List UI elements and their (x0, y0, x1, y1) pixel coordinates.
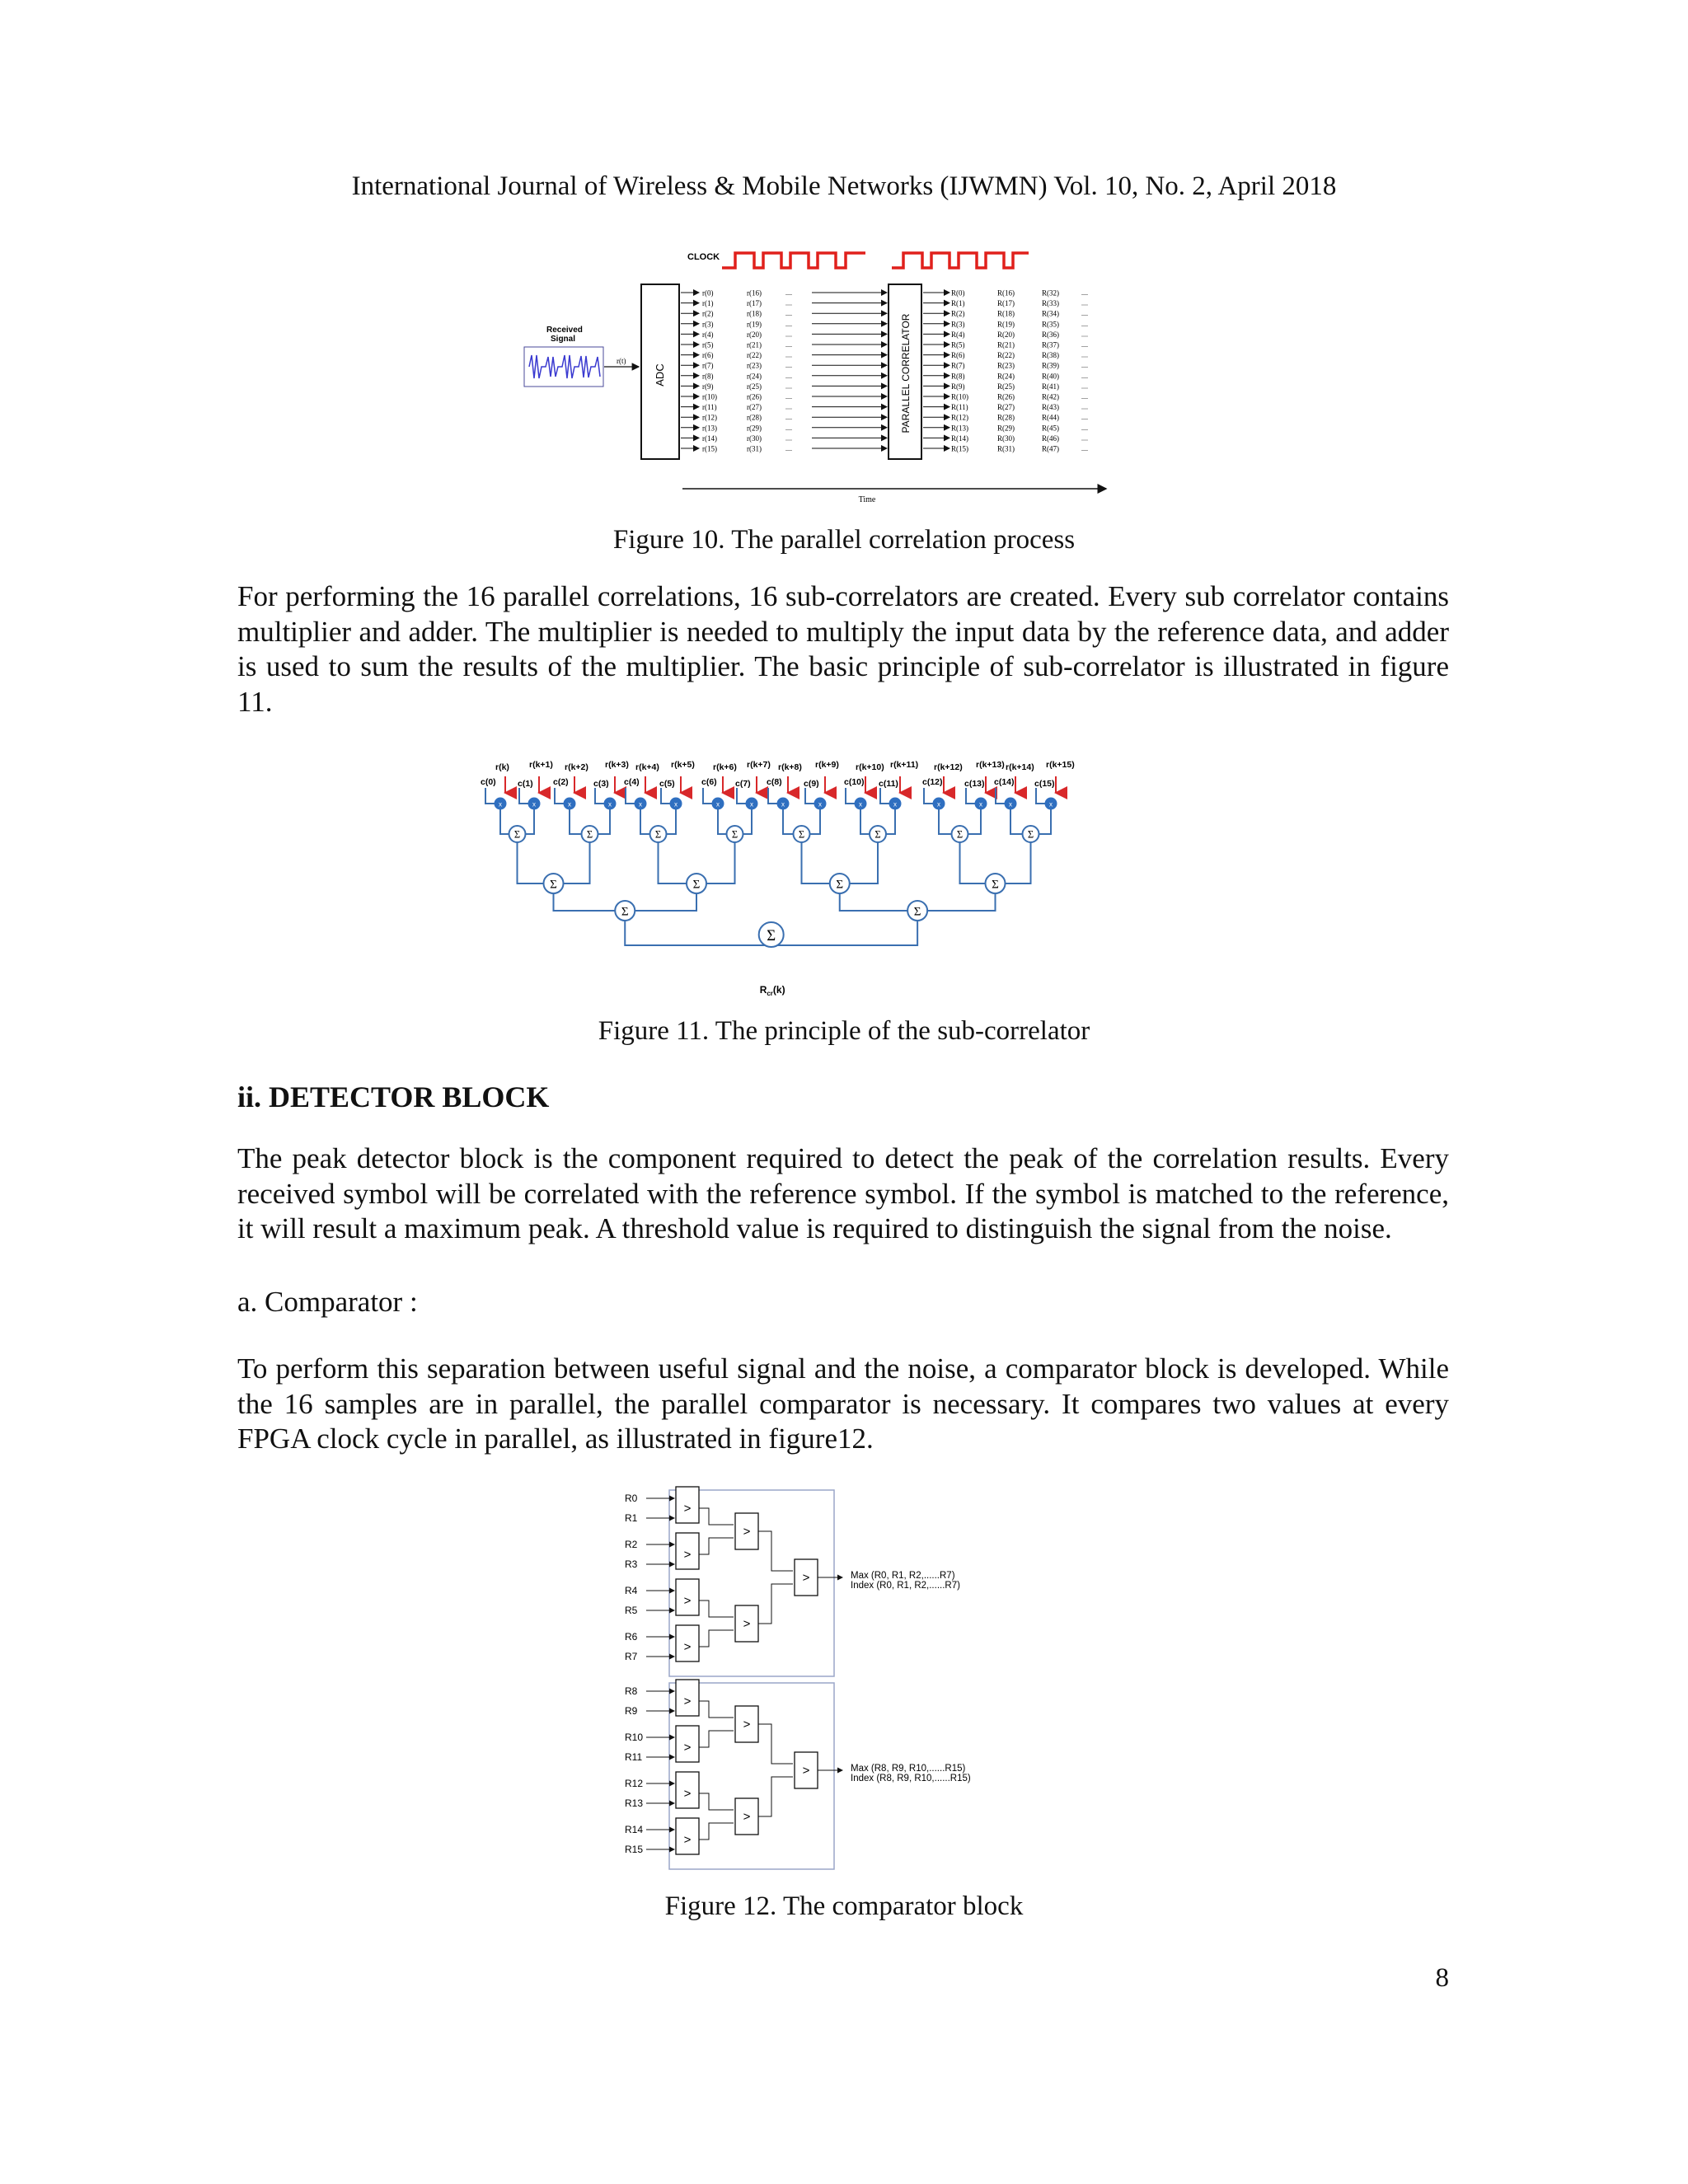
comparator-input-label: R12 (625, 1778, 644, 1789)
figure-11-caption: Figure 11. The principle of the sub-correlator (598, 1016, 1090, 1046)
r-sample-label: r(28) (747, 413, 762, 422)
output-label: $R_{cr}(k)$ (759, 984, 785, 997)
r-sample-label: r(2) (702, 309, 714, 318)
r-sample-label: r(15) (702, 444, 717, 453)
ellipsis: .... (785, 310, 792, 318)
svg-text:Σ: Σ (874, 828, 881, 841)
comparator-input-label: R15 (625, 1844, 644, 1855)
svg-text:>: > (683, 1594, 692, 1608)
R-result-label: R(28) (997, 413, 1015, 422)
r-sample-label: r(25) (747, 382, 762, 391)
c-coeff-label: c(3) (593, 779, 609, 789)
svg-text:>: > (683, 1502, 692, 1516)
R-result-label: R(13) (951, 424, 968, 433)
r-sample-label: r(18) (747, 309, 762, 318)
max-output-label: Max (R8, R9, R10,......R15) (851, 1764, 966, 1774)
r-sample-label: r(0) (702, 288, 714, 298)
svg-text:Σ: Σ (621, 905, 629, 919)
r-input-label: r(k+9) (815, 760, 839, 770)
r-sample-label: r(30) (747, 434, 762, 443)
comparator-input-label: R7 (625, 1651, 638, 1662)
r-input-label: r(k) (495, 762, 509, 772)
svg-text:x: x (750, 800, 753, 808)
svg-text:x: x (937, 800, 940, 808)
ellipsis: .... (785, 434, 792, 443)
ellipsis: .... (785, 299, 792, 307)
c-coeff-label: c(2) (553, 777, 569, 787)
R-result-label: R(29) (997, 424, 1015, 433)
R-result-label: R(33) (1042, 299, 1059, 308)
comparator-input-label: R14 (625, 1824, 644, 1835)
r-sample-label: r(21) (747, 340, 762, 349)
ellipsis: .... (1081, 393, 1088, 401)
c-coeff-label: c(7) (735, 779, 751, 789)
R-result-label: R(22) (997, 351, 1015, 360)
R-result-label: R(19) (997, 320, 1015, 329)
R-result-label: R(43) (1042, 403, 1059, 412)
comparator-input-label: R6 (625, 1631, 638, 1643)
svg-text:x: x (674, 800, 678, 808)
R-result-label: R(37) (1042, 340, 1059, 349)
svg-text:>: > (683, 1548, 692, 1562)
ellipsis: .... (1081, 382, 1088, 391)
svg-text:>: > (743, 1810, 751, 1824)
c-coeff-label: c(4) (624, 777, 640, 787)
R-result-label: R(15) (951, 444, 968, 453)
R-result-label: R(2) (951, 309, 965, 318)
R-result-label: R(0) (951, 288, 965, 298)
r-input-label: r(k+8) (778, 762, 802, 772)
figure-10-parallel-correlation (519, 243, 1129, 507)
r-input-label: r(k+7) (747, 760, 771, 770)
paragraph-comparator: To perform this separation between useful signal and the noise, a comparator block is developed. While the 16 samples are in parallel, the parallel comparator is necessary. It compares two values at every FPGA clock cycle in parallel, as illustrated in figure12. (237, 1352, 1449, 1455)
R-result-label: R(45) (1042, 424, 1059, 433)
r-sample-label: r(8) (702, 372, 714, 381)
ellipsis: .... (1081, 362, 1088, 370)
ellipsis: .... (785, 341, 792, 349)
svg-text:Σ: Σ (836, 878, 844, 892)
svg-text:x: x (639, 800, 642, 808)
c-coeff-label: c(0) (481, 777, 496, 787)
r-sample-label: r(14) (702, 434, 717, 443)
svg-text:>: > (802, 1764, 810, 1778)
c-coeff-label: c(12) (922, 777, 943, 787)
svg-text:PARALLEL CORRELATOR: PARALLEL CORRELATOR (900, 313, 912, 434)
svg-text:Σ: Σ (692, 878, 701, 892)
svg-text:>: > (683, 1787, 692, 1801)
R-result-label: R(16) (997, 288, 1015, 298)
comparator-input-label: R1 (625, 1512, 638, 1524)
ellipsis: .... (1081, 320, 1088, 328)
r-input-label: r(k+6) (713, 762, 737, 772)
svg-text:Σ: Σ (767, 926, 776, 944)
R-result-label: R(5) (951, 340, 965, 349)
figure-12-comparator-block (610, 1483, 1071, 1887)
r-input-label: r(k+12) (934, 762, 963, 772)
R-result-label: R(31) (997, 444, 1015, 453)
r-sample-label: r(20) (747, 330, 762, 339)
svg-text:Signal: Signal (551, 335, 576, 344)
svg-text:Σ: Σ (956, 828, 964, 841)
comparator-input-label: R13 (625, 1797, 644, 1809)
c-coeff-label: c(6) (701, 777, 717, 787)
ellipsis: .... (1081, 289, 1088, 297)
ellipsis: .... (785, 424, 792, 432)
R-result-label: R(35) (1042, 320, 1059, 329)
r-sample-label: r(9) (702, 382, 714, 391)
svg-text:>: > (683, 1694, 692, 1708)
R-result-label: R(26) (997, 392, 1015, 401)
comparator-input-label: R9 (625, 1705, 638, 1717)
c-coeff-label: c(5) (659, 779, 675, 789)
svg-text:>: > (683, 1741, 692, 1755)
ellipsis: .... (1081, 403, 1088, 411)
r-sample-label: r(29) (747, 424, 762, 433)
R-result-label: R(40) (1042, 372, 1059, 381)
R-result-label: R(46) (1042, 434, 1059, 443)
r-input-label: r(k+10) (856, 762, 884, 772)
c-coeff-label: c(10) (844, 777, 865, 787)
c-coeff-label: c(1) (518, 779, 533, 789)
ellipsis: .... (1081, 310, 1088, 318)
R-result-label: R(38) (1042, 351, 1059, 360)
r-sample-label: r(7) (702, 361, 714, 370)
svg-text:x: x (859, 800, 862, 808)
comparator-input-label: R2 (625, 1539, 638, 1550)
index-output-label: Index (R0, R1, R2,......R7) (851, 1581, 960, 1591)
c-coeff-label: c(15) (1034, 779, 1055, 789)
r-sample-label: r(12) (702, 413, 717, 422)
r-sample-label: r(19) (747, 320, 762, 329)
time-label: Time (858, 495, 876, 504)
r-input-label: r(k+2) (565, 762, 588, 772)
R-result-label: R(44) (1042, 413, 1059, 422)
ellipsis: .... (1081, 330, 1088, 339)
r-sample-label: r(24) (747, 372, 762, 381)
sample-rows (681, 289, 1088, 453)
figure-11-sub-correlator (462, 752, 1203, 999)
R-result-label: R(47) (1042, 444, 1059, 453)
svg-text:Σ: Σ (913, 905, 921, 919)
clock-waveform-2 (892, 253, 1029, 268)
index-output-label: Index (R8, R9, R10,......R15) (851, 1774, 971, 1783)
page-number: 8 (1435, 1963, 1449, 1993)
svg-text:x: x (818, 800, 822, 808)
R-result-label: R(20) (997, 330, 1015, 339)
ellipsis: .... (1081, 299, 1088, 307)
svg-text:x: x (716, 800, 720, 808)
svg-text:x: x (608, 800, 612, 808)
comparator-input-label: R4 (625, 1585, 638, 1596)
svg-text:x: x (893, 800, 897, 808)
ellipsis: .... (1081, 351, 1088, 359)
comparator-input-label: R5 (625, 1605, 638, 1616)
R-result-label: R(21) (997, 340, 1015, 349)
svg-text:>: > (743, 1525, 751, 1539)
svg-text:>: > (683, 1833, 692, 1847)
r-sample-label: r(1) (702, 299, 714, 308)
R-result-label: R(17) (997, 299, 1015, 308)
svg-text:Σ: Σ (1027, 828, 1034, 841)
R-result-label: R(10) (951, 392, 968, 401)
R-result-label: R(23) (997, 361, 1015, 370)
r-sample-label: r(31) (747, 444, 762, 453)
R-result-label: R(30) (997, 434, 1015, 443)
svg-text:Σ: Σ (731, 828, 738, 841)
svg-text:>: > (683, 1640, 692, 1654)
parallel-correlator-block (889, 284, 921, 459)
r-sample-label: r(16) (747, 288, 762, 298)
comparator-input-label: R3 (625, 1558, 638, 1570)
svg-text:Σ: Σ (798, 828, 805, 841)
ellipsis: .... (785, 372, 792, 380)
ellipsis: .... (1081, 434, 1088, 443)
clock-label: CLOCK (687, 252, 720, 262)
svg-text:x: x (781, 800, 785, 808)
svg-text:Σ: Σ (992, 878, 999, 892)
ellipsis: .... (1081, 372, 1088, 380)
c-coeff-label: c(9) (804, 779, 819, 789)
clock-waveform-1 (722, 253, 865, 268)
ellipsis: .... (1081, 424, 1088, 432)
ellipsis: .... (1081, 341, 1088, 349)
r-input-label: r(k+4) (635, 762, 659, 772)
r-sample-label: r(17) (747, 299, 762, 308)
r-input-label: r(k+14) (1006, 762, 1034, 772)
figure-12-caption: Figure 12. The comparator block (664, 1891, 1024, 1921)
ellipsis: .... (785, 289, 792, 297)
svg-text:x: x (568, 800, 571, 808)
svg-text:>: > (743, 1617, 751, 1631)
svg-text:x: x (1009, 800, 1012, 808)
svg-text:Σ: Σ (513, 828, 521, 841)
R-result-label: R(7) (951, 361, 965, 370)
adc-block (641, 284, 679, 459)
ellipsis: .... (1081, 445, 1088, 452)
R-result-label: R(41) (1042, 382, 1059, 391)
comparator-input-label: R8 (625, 1685, 638, 1697)
svg-text:>: > (743, 1718, 751, 1732)
paragraph-sub-correlators: For performing the 16 parallel correlations, 16 sub-correlators are created. Every sub correlator contains multiplier and adder. The multiplier is needed to multiply the input data by the reference data, and adder is used to sum the results of the multiplier. The basic principle of sub-correlator is illustrated in figure 11. (237, 580, 1449, 718)
ellipsis: .... (785, 351, 792, 359)
comparator-input-label: R0 (625, 1493, 638, 1504)
ellipsis: .... (1081, 414, 1088, 422)
r-input-label: r(k+3) (605, 760, 629, 770)
ellipsis: .... (785, 445, 792, 452)
running-header: International Journal of Wireless & Mobile Networks (IJWMN) Vol. 10, No. 2, April 2018 (351, 171, 1337, 201)
R-result-label: R(34) (1042, 309, 1059, 318)
R-result-label: R(36) (1042, 330, 1059, 339)
c-coeff-label: c(11) (879, 779, 898, 789)
R-result-label: R(1) (951, 299, 965, 308)
R-result-label: R(27) (997, 403, 1015, 412)
R-result-label: R(42) (1042, 392, 1059, 401)
svg-text:r(t): r(t) (617, 357, 626, 365)
c-coeff-label: c(13) (964, 779, 985, 789)
R-result-label: R(18) (997, 309, 1015, 318)
r-sample-label: r(5) (702, 340, 714, 349)
ellipsis: .... (785, 403, 792, 411)
R-result-label: R(12) (951, 413, 968, 422)
R-result-label: R(3) (951, 320, 965, 329)
r-sample-label: r(3) (702, 320, 714, 329)
paragraph-peak-detector: The peak detector block is the component required to detect the peak of the correlation results. Every received symbol will be correlated with the reference symbol. If the symbol is matched to the reference, it will result a maximum peak. A threshold value is required to distinguish the signal from the noise. (237, 1142, 1449, 1244)
svg-text:x: x (499, 800, 502, 808)
subsection-comparator: a. Comparator : (237, 1286, 418, 1318)
ellipsis: .... (785, 362, 792, 370)
svg-text:x: x (532, 800, 536, 808)
ellipsis: .... (785, 393, 792, 401)
svg-text:Σ: Σ (654, 828, 662, 841)
r-sample-label: r(26) (747, 392, 762, 401)
r-sample-label: r(4) (702, 330, 714, 339)
r-sample-label: r(6) (702, 351, 714, 360)
R-result-label: R(14) (951, 434, 968, 443)
r-sample-label: r(27) (747, 403, 762, 412)
svg-text:ADC: ADC (654, 363, 666, 387)
R-result-label: R(9) (951, 382, 965, 391)
R-result-label: R(4) (951, 330, 965, 339)
r-sample-label: r(11) (702, 403, 717, 412)
R-result-label: R(25) (997, 382, 1015, 391)
comparator-input-label: R11 (625, 1751, 643, 1763)
R-result-label: R(39) (1042, 361, 1059, 370)
received-signal (524, 326, 639, 387)
R-result-label: R(32) (1042, 288, 1059, 298)
svg-text:Σ: Σ (586, 828, 593, 841)
r-input-label: r(k+15) (1046, 760, 1075, 770)
ellipsis: .... (785, 330, 792, 339)
svg-text:Received: Received (546, 326, 583, 335)
svg-text:>: > (802, 1571, 810, 1585)
R-result-label: R(8) (951, 372, 965, 381)
R-result-label: R(24) (997, 372, 1015, 381)
R-result-label: R(6) (951, 351, 965, 360)
max-output-label: Max (R0, R1, R2,......R7) (851, 1571, 955, 1581)
r-input-label: r(k+1) (529, 760, 553, 770)
c-coeff-label: c(14) (994, 777, 1015, 787)
svg-text:x: x (979, 800, 982, 808)
ellipsis: .... (785, 320, 792, 328)
R-result-label: R(11) (951, 403, 968, 412)
figure-10-caption: Figure 10. The parallel correlation process (612, 525, 1076, 555)
ellipsis: .... (785, 382, 792, 391)
r-sample-label: r(22) (747, 351, 762, 360)
r-sample-label: r(10) (702, 392, 717, 401)
ellipsis: .... (785, 414, 792, 422)
section-heading: ii. DETECTOR BLOCK (237, 1080, 550, 1113)
svg-text:Σ: Σ (550, 878, 557, 892)
svg-text:x: x (1049, 800, 1053, 808)
c-coeff-label: c(8) (767, 777, 782, 787)
r-sample-label: r(13) (702, 424, 717, 433)
r-input-label: r(k+11) (890, 760, 919, 770)
comparator-input-label: R10 (625, 1732, 644, 1743)
r-input-label: r(k+5) (671, 760, 695, 770)
r-input-label: r(k+13) (976, 760, 1005, 770)
r-sample-label: r(23) (747, 361, 762, 370)
